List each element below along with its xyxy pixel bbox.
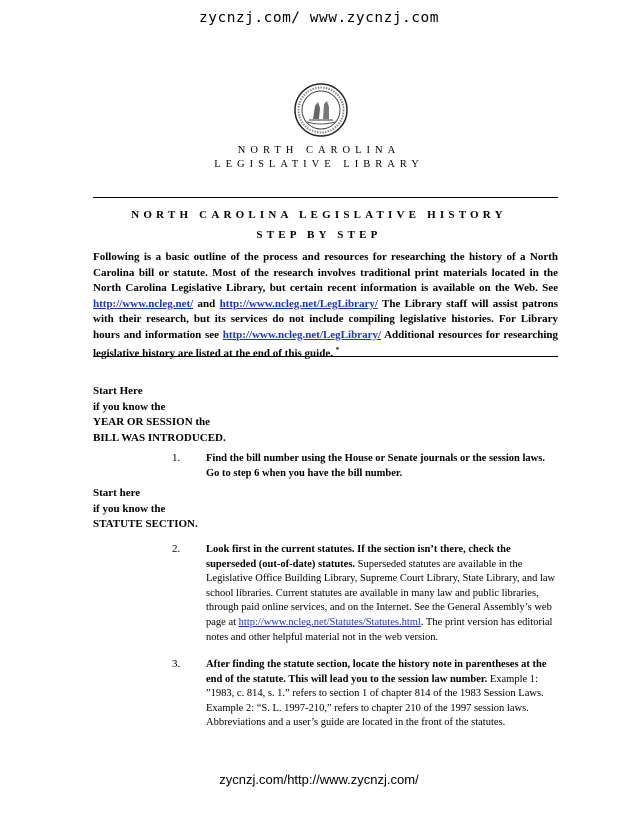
divider-bottom <box>93 356 558 357</box>
step-number: 2. <box>172 543 181 555</box>
section-year-heading <box>93 384 226 446</box>
leglibrary-link-2[interactable]: http://www.ncleg.net/LegLibrary/ <box>222 328 382 341</box>
step-2-body-end: . The print version has editorial notes and other helpful material not in the web version. <box>206 616 553 643</box>
statutes-link[interactable]: http://www.ncleg.net/Statutes/Statutes.html <box>238 616 421 628</box>
step-3-text <box>206 658 558 731</box>
watermark-bottom: zycnzj.com/http://www.zycnzj.com/ <box>219 772 419 787</box>
step-number: 3. <box>172 658 181 670</box>
section-year-line: if you know the <box>93 400 166 413</box>
intro-text-3: Additional resources for researching legislative history are listed at the end of this guide. <box>93 328 558 360</box>
step-number: 1. <box>172 452 181 464</box>
intro-paragraph <box>93 250 558 362</box>
intro-text-2: The Library staff will assist patrons with their research, but its services do not include compiling legislative histories. For Library hours and information see <box>93 297 558 341</box>
footnote-mark: * <box>335 346 340 354</box>
section-statute-line: Start here <box>93 487 141 499</box>
section-statute-line: if you know the <box>93 502 166 515</box>
org-line-2: LEGISLATIVE LIBRARY <box>214 159 424 170</box>
doc-subtitle: STEP BY STEP <box>256 229 382 241</box>
section-year-line: BILL WAS INTRODUCED. <box>93 431 226 444</box>
step-2-text <box>206 543 558 645</box>
step-3-bold: After finding the statute section, locate the history note in parentheses at the end of the statute. This will lead you to the session law number. <box>206 659 547 685</box>
step-2-bold: Look first in the current statutes. If the section isn’t there, check the superseded (out-of-date) statutes. <box>206 544 511 570</box>
step-2-body: Superseded statutes are available in the Legislative Office Building Library, Supreme Court Library, State Library, and law school libraries. Current statutes are available in many law and public libraries, through paid online services, and on the Internet. See the General Assembly’s web page at <box>206 558 556 628</box>
ncleg-link[interactable]: http://www.ncleg.net/ <box>93 297 194 310</box>
section-year-line: YEAR OR SESSION the <box>93 416 211 428</box>
section-statute-line: STATUTE SECTION. <box>93 518 198 530</box>
state-seal-icon <box>293 82 349 138</box>
section-statute-heading <box>93 486 198 533</box>
intro-text-1: Following is a basic outline of the process and resources for researching the history of a North Carolina bill or statute. Most of the research involves traditional print materials located in the North Carolina Legislative Library, but certain recent information is available on the Web. See <box>93 251 558 294</box>
step-1-text: Find the bill number using the House or Senate journals or the session laws. Go to step 6 when you have the bill number. <box>206 453 545 479</box>
doc-title: NORTH CAROLINA LEGISLATIVE HISTORY <box>131 209 507 221</box>
section-year-line: Start Here <box>93 385 143 397</box>
divider-top <box>93 197 558 198</box>
watermark-top: zycnzj.com/ www.zycnzj.com <box>199 10 439 26</box>
leglibrary-link[interactable]: http://www.ncleg.net/LegLibrary/ <box>219 297 378 310</box>
org-line-1: NORTH CAROLINA <box>237 145 401 156</box>
intro-and: and <box>193 297 220 310</box>
step-3-body: Example 1: ”1983, c. 814, s. 1.” refers to section 1 of chapter 814 of the 1983 Session Laws. Example 2: “S. L. 1997-210,” refers to chapter 210 of the 1997 session laws. Abbreviations and a user’s guide are located in the front of the statutes. <box>206 673 544 729</box>
